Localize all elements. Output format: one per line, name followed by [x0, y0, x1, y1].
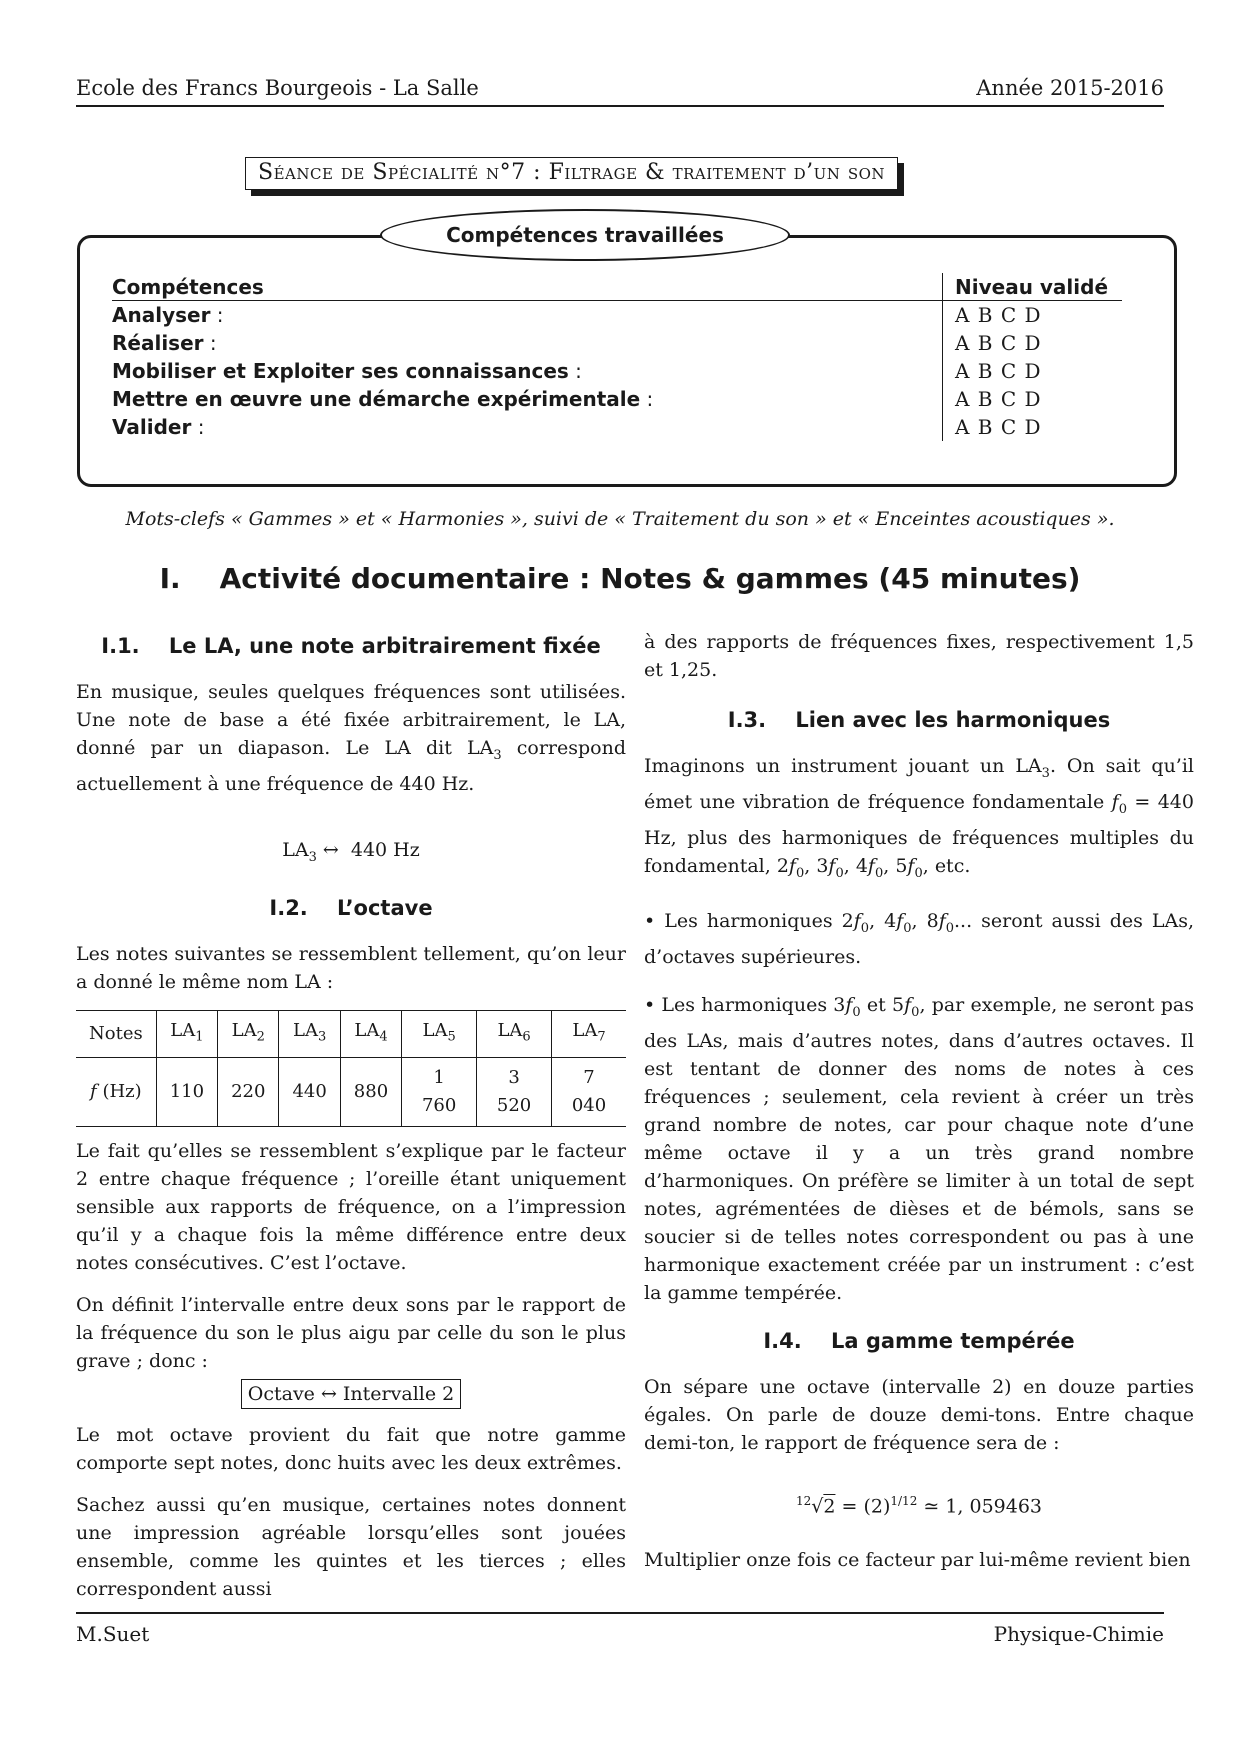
footer-rule: [76, 1612, 1164, 1614]
note-cell: $LA_4$: [340, 1010, 401, 1058]
paragraph: On définit l’intervalle entre deux sons par le rapport de la fréquence du son le plus aigu par celle du son le plus grave ; donc :: [76, 1294, 626, 1373]
subsection-title-3: I.3. Lien avec les harmoniques: [727, 708, 1111, 732]
competence-label: Réaliser: [112, 331, 204, 355]
competence-level: A B C D: [942, 413, 1122, 441]
paragraph: • Les harmoniques $2f_0$, $4f_0$, $8f_0$... seront aussi des LAs, d’octaves supérieures.: [644, 910, 1194, 969]
right-column: [644, 628, 1194, 1588]
note-cell: $LA_3$: [279, 1010, 340, 1058]
competence-row: Valider : A B C D: [112, 413, 1122, 441]
level-col-head: Niveau validé: [942, 273, 1122, 300]
competences-box-title: Compétences travaillées: [380, 209, 790, 261]
paragraph: Sachez aussi qu’en musique, certaines notes donnent une impression agréable lorsqu’elles sont jouées ensemble, comme les quintes et les tierces ; elles correspondent aussi: [76, 1494, 626, 1601]
title-block: [245, 157, 898, 190]
table-head-label: Notes: [76, 1010, 156, 1058]
competence-level: A B C D: [942, 329, 1122, 357]
paragraph: à des rapports de fréquences fixes, respectivement 1,5 et 1,25.: [644, 631, 1194, 681]
freq-row: [76, 1058, 626, 1127]
author: M.Suet: [76, 1622, 150, 1646]
paragraph: On sépare une octave (intervalle 2) en douze parties égales. On parle de douze demi-tons. Entre chaque demi-ton, le rapport de fréquence sera de :: [644, 1375, 1194, 1454]
note-cell: $LA_7$: [552, 1010, 626, 1058]
subsection-title-1: I.1. Le LA, une note arbitrairement fixée: [101, 634, 601, 658]
page-footer: [76, 1622, 1164, 1646]
freq-cell: 110: [156, 1058, 217, 1127]
header-rule: [76, 105, 1164, 107]
competence-row: Analyser : A B C D: [112, 301, 1122, 329]
note-cell: $LA_2$: [218, 1010, 279, 1058]
left-column: [76, 628, 626, 1617]
notes-table: [76, 1010, 626, 1128]
subsection-title-2: I.2. L’octave: [269, 895, 433, 920]
paragraph: Imaginons un instrument jouant un $LA_3$. On sait qu’il émet une vibration de fréquence fondamentale $f_0 = 440$ Hz, plus des harmoniques de fréquences multiples du fondamental, $2f_0$, $3f_0$, $4f_0$, $5f_0$, etc.: [644, 755, 1194, 881]
competences-col-head: Compétences: [112, 274, 264, 299]
equation-la3: $LA_3$ ↔ 440 Hz: [282, 838, 420, 865]
subsection-title-4: I.4. La gamme tempérée: [763, 1328, 1075, 1353]
note-cell: $LA_5$: [402, 1010, 477, 1058]
paragraph: • Les harmoniques $3f_0$ et $5f_0$, par exemple, ne seront pas des LAs, mais d’autres notes, dans d’autres octaves. Il est tentant de donner des noms de notes à ces fréquences ; seulement, cela revient à créer un très grand nombre de notes, car pour chaque note d’une même octave il y a un très grand nombre d’harmoniques. On préfère se limiter à un total de sept notes, agrémentées de dièses et de bémols, sans se soucier si de telles notes correspondent ou pas à une harmonique exactement créée par un instrument : c’est la gamme tempérée.: [644, 994, 1194, 1304]
freq-cell: 1 760: [402, 1058, 477, 1127]
octave-box: Octave ↔ Intervalle 2: [241, 1379, 461, 1409]
paragraph: Multiplier onze fois ce facteur par lui-même revient bien: [644, 1549, 1191, 1572]
competence-level: A B C D: [942, 385, 1122, 413]
school-year: Année 2015-2016: [976, 76, 1164, 100]
school-name: Ecole des Francs Bourgeois - La Salle: [76, 76, 479, 100]
competence-row: Mettre en œuvre une démarche expérimentale : A B C D: [112, 385, 1122, 413]
freq-cell: 3 520: [477, 1058, 552, 1127]
competence-label: Mettre en œuvre une démarche expérimentale: [112, 387, 641, 411]
table-row-label: f (Hz): [76, 1058, 156, 1127]
equation-semitone: $^{12}√2 = (2)^{1/12}$ ≃ 1, 059463: [795, 1493, 1043, 1518]
competence-label: Mobiliser et Exploiter ses connaissances: [112, 359, 569, 383]
competence-label: Valider: [112, 415, 192, 439]
competence-label: Analyser: [112, 303, 211, 327]
competences-table: [112, 273, 1122, 441]
competence-row: Réaliser : A B C D: [112, 329, 1122, 357]
session-title: Séance de Spécialité n°7 : Filtrage & traitement d’un son: [245, 157, 898, 190]
competences-header-row: [112, 273, 1122, 301]
competence-level: A B C D: [942, 301, 1122, 329]
note-cell: $LA_6$: [477, 1010, 552, 1058]
paragraph: Le mot octave provient du fait que notre gamme comporte sept notes, donc huits avec les deux extrêmes.: [76, 1424, 626, 1475]
paragraph: Le fait qu’elles se ressemblent s’explique par le facteur 2 entre chaque fréquence ; l’oreille étant uniquement sensible aux rapports de fréquence, on a l’impression qu’il y a chaque fois la même différence entre deux notes consécutives. C’est l’octave.: [76, 1140, 626, 1275]
freq-cell: 7 040: [552, 1058, 626, 1127]
page-header: [76, 76, 1164, 106]
paragraph: En musique, seules quelques fréquences sont utilisées. Une note de base a été fixée arbitrairement, le LA, donné par un diapason. Le LA dit $LA_3$ correspond actuellement à une fréquence de 440 Hz.: [76, 681, 627, 795]
notes-row: [76, 1010, 626, 1058]
section-title: I. Activité documentaire : Notes & gammes (45 minutes): [159, 562, 1081, 595]
keywords-line: Mots-clefs « Gammes » et « Harmonies », suivi de « Traitement du son » et « Enceintes acoustiques ».: [125, 508, 1115, 530]
freq-cell: 440: [279, 1058, 340, 1127]
competence-level: A B C D: [942, 357, 1122, 385]
freq-cell: 220: [218, 1058, 279, 1127]
note-cell: $LA_1$: [156, 1010, 217, 1058]
paragraph: Les notes suivantes se ressemblent tellement, qu’on leur a donné le même nom LA :: [76, 942, 626, 993]
freq-cell: 880: [340, 1058, 401, 1127]
subject: Physique-Chimie: [993, 1622, 1164, 1646]
competence-row: Mobiliser et Exploiter ses connaissances : A B C D: [112, 357, 1122, 385]
octave-box-wrap: [76, 1379, 626, 1409]
